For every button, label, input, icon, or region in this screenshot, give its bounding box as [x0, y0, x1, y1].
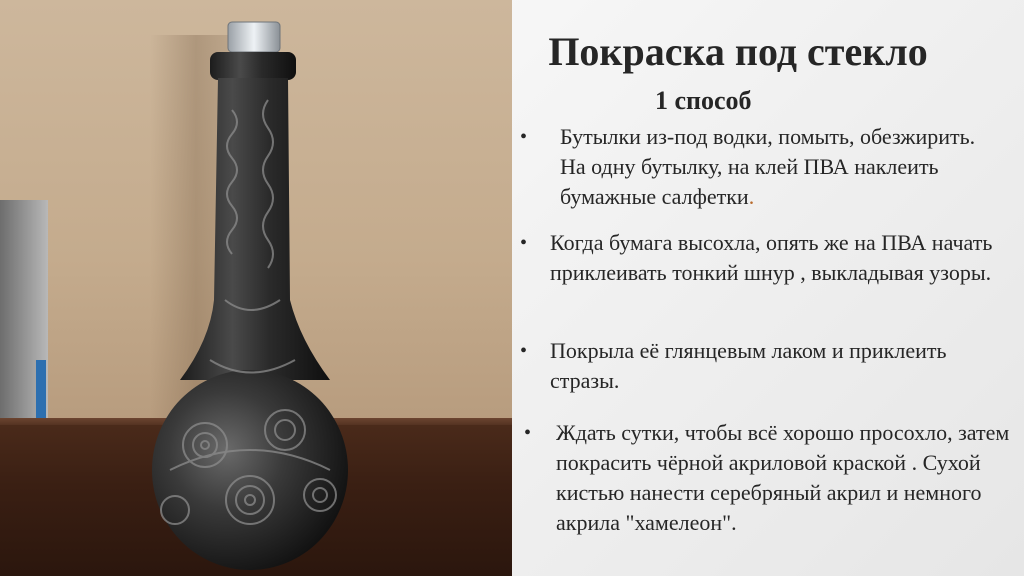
- bullet-symbol: •: [520, 340, 528, 362]
- bullet-symbol: •: [520, 232, 528, 254]
- bullet-item: [524, 418, 1016, 538]
- bullet-item: [520, 336, 1000, 396]
- bullet-text: Ждать сутки, чтобы всё хорошо просохло, затем покрасить чёрной акриловой краской . Сухой кистью нанести серебряный акрил и немного акрила "хамелеон".: [556, 420, 1010, 535]
- bullet-item: [520, 122, 990, 212]
- bullet-text: Покрыла её глянцевым лаком и приклеить стразы.: [550, 338, 947, 393]
- bullet-item: [520, 228, 1000, 288]
- slide-title: Покраска под стекло: [548, 29, 928, 74]
- bullet-trailing-dot: .: [748, 184, 755, 209]
- bullet-text: Когда бумага высохла, опять же на ПВА начать приклеивать тонкий шнур , выкладывая узоры.: [550, 230, 993, 285]
- bullet-text: Бутылки из-под водки, помыть, обезжирить. На одну бутылку, на клей ПВА наклеить бумажные салфетки: [560, 124, 976, 209]
- bullet-symbol: •: [520, 126, 528, 148]
- bullet-symbol: •: [524, 422, 532, 444]
- slide-subtitle: 1 способ: [655, 86, 752, 115]
